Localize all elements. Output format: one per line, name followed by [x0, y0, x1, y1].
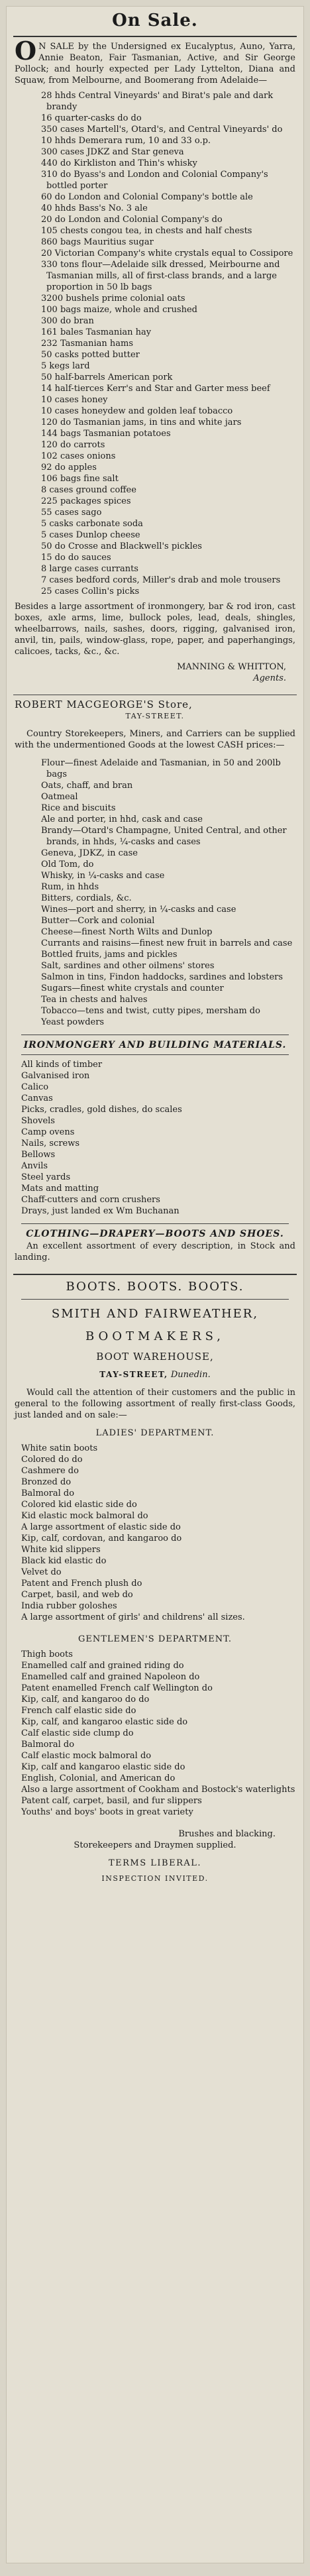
on-sale-item: 350 cases Martell's, Otard's, and Central Vineyards' do	[41, 125, 283, 135]
on-sale-item: 50 half-barrels American pork	[41, 372, 173, 382]
ladies-item: White satin boots	[21, 1443, 98, 1453]
divider	[21, 1223, 289, 1224]
macgeorge-item: Bitters, cordials, &c.	[41, 893, 132, 903]
ladies-item: India rubber goloshes	[21, 1601, 117, 1611]
on-sale-item: 55 cases sago	[41, 508, 102, 518]
on-sale-item: 10 hhds Demerara rum, 10 and 33 o.p.	[41, 136, 211, 146]
ironmongery-item: Mats and matting	[21, 1184, 99, 1194]
on-sale-item: 50 do Crosse and Blackwell's pickles	[41, 541, 202, 551]
ladies-item: Bronzed do	[21, 1477, 72, 1487]
ironmongery-item: Calico	[21, 1082, 49, 1092]
on-sale-item-list	[15, 90, 295, 597]
on-sale-item: 28 hhds Central Vineyards' and Birat's pale and dark brandy	[41, 91, 274, 112]
gents-department-title: GENTLEMEN'S DEPARTMENT.	[78, 1634, 232, 1644]
on-sale-item: 3200 bushels prime colonial oats	[41, 294, 185, 304]
on-sale-item: 860 bags Mauritius sugar	[41, 237, 154, 247]
on-sale-item: 50 casks potted butter	[41, 350, 140, 360]
boots-advertisement	[7, 1279, 303, 1884]
macgeorge-item: Oatmeal	[41, 792, 78, 802]
ironmongery-item: Canvas	[21, 1093, 53, 1103]
on-sale-item: 40 hhds Bass's No. 3 ale	[41, 203, 148, 213]
ladies-item: A large assortment of elastic side do	[21, 1522, 181, 1532]
on-sale-item: 120 do Tasmanian jams, in tins and white jars	[41, 418, 242, 427]
on-sale-item: 5 kegs lard	[41, 361, 90, 371]
ironmongery-item-list	[15, 1059, 295, 1217]
gents-item: Calf elastic side clump do	[21, 1728, 134, 1738]
ironmongery-item: Steel yards	[21, 1172, 71, 1182]
ladies-item: Carpet, basil, and web do	[21, 1590, 133, 1600]
on-sale-item: 102 cases onions	[41, 451, 116, 461]
macgeorge-item: Butter—Cork and colonial	[41, 916, 155, 926]
on-sale-item: 15 do do sauces	[41, 553, 111, 563]
boots-footer-supply: Storekeepers and Draymen supplied.	[74, 1840, 236, 1850]
on-sale-item: 10 cases honeydew and golden leaf tobacco	[41, 406, 233, 416]
signature-role: Agents.	[253, 673, 286, 683]
boots-city: Dunedin.	[170, 1370, 211, 1380]
divider	[13, 36, 297, 37]
divider	[13, 1274, 297, 1275]
gents-item-list	[15, 1649, 295, 1818]
gents-item: Balmoral do	[21, 1740, 75, 1750]
ladies-item: White kid slippers	[21, 1545, 101, 1555]
macgeorge-item: Salmon in tins, Findon haddocks, sardines and lobsters	[41, 972, 284, 982]
macgeorge-item: Bottled fruits, jams and pickles	[41, 950, 178, 960]
on-sale-item: 20 Victorian Company's white crystals equal to Cossipore	[41, 249, 293, 258]
boots-footer-brushes: Brushes and blacking.	[178, 1829, 276, 1839]
on-sale-item: 7 cases bedford cords, Miller's drab and mole trousers	[41, 575, 281, 585]
on-sale-item: 60 do London and Colonial Company's bottle ale	[41, 192, 253, 202]
macgeorge-title: ROBERT MACGEORGE'S Store,	[15, 699, 193, 710]
divider	[21, 1299, 289, 1300]
gents-item: Kip, calf, and kangaroo elastic side do	[21, 1717, 188, 1727]
on-sale-item: 300 cases JDKZ and Star geneva	[41, 147, 184, 157]
gents-item: Thigh boots	[21, 1650, 73, 1659]
macgeorge-item: Whisky, in ¼-casks and case	[41, 871, 165, 881]
on-sale-item: 92 do apples	[41, 463, 97, 473]
ladies-item-list	[15, 1443, 295, 1623]
on-sale-item: 161 bales Tasmanian hay	[41, 327, 152, 337]
macgeorge-item-list	[15, 757, 295, 1028]
macgeorge-item: Salt, sardines and other oilmens' stores	[41, 961, 215, 971]
boots-trade: BOOTMAKERS,	[85, 1329, 225, 1343]
macgeorge-item: Brandy—Otard's Champagne, United Central, and other brands, in hhds, ¼-casks and cases	[41, 826, 287, 847]
gents-item: Kip, calf and kangaroo elastic side do	[21, 1762, 185, 1772]
gents-item: Patent enamelled French calf Wellington do	[21, 1683, 213, 1693]
on-sale-intro-text: N SALE by the Undersigned ex Eucalyptus, Auno, Yarra, Annie Beaton, Fair Tasmanian, Active, and Sir George Pollock; and hourly expected per Lady Lyttelton, Diana and Squaw, from Melbourne, and Boomerang from Adelaide—	[15, 42, 295, 85]
gents-item: English, Colonial, and American do	[21, 1773, 176, 1783]
on-sale-item: 310 do Byass's and London and Colonial Company's bottled porter	[41, 170, 268, 191]
gents-item: Also a large assortment of Cookham and Bostock's waterlights	[21, 1785, 295, 1795]
ironmongery-item: Anvils	[21, 1161, 48, 1171]
gents-item: Enamelled calf and grained riding do	[21, 1661, 184, 1671]
ironmongery-item: All kinds of timber	[21, 1060, 103, 1070]
ladies-item: Kid elastic mock balmoral do	[21, 1511, 148, 1521]
on-sale-closing: Besides a large assortment of ironmongery, bar & rod iron, cast boxes, axle arms, lime, bullock poles, lead, deals, shingles, wheelbarrows, nails, sashes, doors, rigging, galvanised iron, anvil, tin, pails, window-glass, rope, paper, and paperhangings, calicoes, tacks, &c., &c.	[15, 602, 295, 657]
macgeorge-item: Yeast powders	[41, 1017, 105, 1027]
macgeorge-item: Rice and biscuits	[41, 803, 116, 813]
macgeorge-item: Oats, chaff, and bran	[41, 781, 133, 791]
clothing-text: An excellent assortment of every description, in Stock and landing.	[15, 1241, 295, 1262]
on-sale-item: 300 do bran	[41, 316, 94, 326]
macgeorge-advertisement	[7, 699, 303, 1263]
on-sale-item: 232 Tasmanian hams	[41, 339, 134, 349]
on-sale-item: 25 cases Collin's picks	[41, 587, 140, 596]
ironmongery-item: Bellows	[21, 1150, 56, 1160]
on-sale-advertisement	[7, 36, 303, 684]
on-sale-item: 8 cases ground coffee	[41, 485, 136, 495]
ladies-item: Balmoral do	[21, 1488, 75, 1498]
ladies-item: Patent and French plush do	[21, 1579, 142, 1589]
on-sale-item: 225 packages spices	[41, 496, 131, 506]
ladies-item: Colored kid elastic side do	[21, 1500, 137, 1510]
ironmongery-item: Shovels	[21, 1116, 55, 1126]
on-sale-item: 20 do London and Colonial Company's do	[41, 215, 223, 225]
on-sale-item: 5 cases Dunlop cheese	[41, 530, 140, 540]
ladies-item: Black kid elastic do	[21, 1556, 107, 1566]
gents-item: Calf elastic mock balmoral do	[21, 1751, 152, 1761]
ladies-item: Cashmere do	[21, 1466, 79, 1476]
macgeorge-item: Wines—port and sherry, in ¼-casks and case	[41, 905, 236, 915]
macgeorge-item: Old Tom, do	[41, 860, 94, 869]
on-sale-item: 440 do Kirkliston and Thin's whisky	[41, 158, 197, 168]
macgeorge-item: Rum, in hhds	[41, 882, 99, 892]
gents-item: French calf elastic side do	[21, 1706, 136, 1716]
macgeorge-street: TAY-STREET.	[125, 712, 185, 720]
on-sale-item: 5 casks carbonate soda	[41, 519, 143, 529]
ladies-item: Colored do do	[21, 1455, 83, 1465]
ironmongery-item: Picks, cradles, gold dishes, do scales	[21, 1105, 182, 1115]
ironmongery-item: Drays, just landed ex Wm Buchanan	[21, 1206, 180, 1216]
macgeorge-item: Tea in chests and halves	[41, 995, 148, 1005]
signature: MANNING & WHITTON,	[177, 662, 286, 672]
boots-street: TAY-STREET,	[99, 1370, 168, 1379]
on-sale-intro	[15, 36, 295, 86]
ladies-department-title: LADIES' DEPARTMENT.	[95, 1428, 215, 1438]
macgeorge-item: Ale and porter, in hhd, cask and case	[41, 814, 203, 824]
drop-cap: O	[15, 36, 37, 66]
clothing-title: CLOTHING—DRAPERY—BOOTS AND SHOES.	[26, 1229, 284, 1239]
ladies-item: Velvet do	[21, 1567, 62, 1577]
boots-address	[15, 1369, 295, 1380]
on-sale-item: 330 tons flour—Adelaide silk dressed, Meirbourne and Tasmanian mills, all of first-class brands, and a large proportion in 50 lb bags	[41, 260, 280, 292]
on-sale-item: 8 large cases currants	[41, 564, 138, 574]
ironmongery-item: Galvanised iron	[21, 1071, 90, 1081]
gents-item: Kip, calf, and kangaroo do do	[21, 1695, 150, 1705]
newspaper-column	[7, 7, 303, 2563]
ironmongery-item: Chaff-cutters and corn crushers	[21, 1195, 160, 1205]
ladies-item: A large assortment of girls' and childrens' all sizes.	[21, 1612, 245, 1622]
boots-warehouse: BOOT WAREHOUSE,	[96, 1351, 214, 1363]
on-sale-item: 10 cases honey	[41, 395, 108, 405]
divider	[21, 1054, 289, 1055]
ladies-item: Kip, calf, cordovan, and kangaroo do	[21, 1534, 182, 1543]
macgeorge-intro: Country Storekeepers, Miners, and Carriers can be supplied with the undermentioned Goods at the lowest CASH prices:—	[15, 729, 295, 750]
on-sale-item: 120 do carrots	[41, 440, 105, 450]
inspection-invited: INSPECTION INVITED.	[101, 1874, 209, 1883]
boots-banner: BOOTS. BOOTS. BOOTS.	[66, 1280, 244, 1294]
gents-item: Enamelled calf and grained Napoleon do	[21, 1672, 200, 1682]
on-sale-item: 16 quarter-casks do do	[41, 113, 142, 123]
section-header: On Sale.	[112, 11, 198, 30]
on-sale-item: 144 bags Tasmanian potatoes	[41, 429, 171, 439]
macgeorge-item: Tobacco—tens and twist, cutty pipes, mersham do	[41, 1006, 260, 1016]
macgeorge-item: Sugars—finest white crystals and counter	[41, 983, 224, 993]
ironmongery-item: Nails, screws	[21, 1139, 80, 1148]
terms-liberal: TERMS LIBERAL.	[108, 1858, 202, 1868]
ironmongery-title: IRONMONGERY AND BUILDING MATERIALS.	[23, 1040, 287, 1050]
on-sale-item: 100 bags maize, whole and crushed	[41, 305, 197, 315]
boots-intro: Would call the attention of their customers and the public in general to the following assortment of really first-class Goods, just landed and on sale:—	[15, 1388, 295, 1420]
on-sale-item: 106 bags fine salt	[41, 474, 119, 484]
macgeorge-item: Flour—finest Adelaide and Tasmanian, in 50 and 200lb bags	[41, 758, 281, 779]
gents-item: Patent calf, carpet, basil, and fur slippers	[21, 1796, 202, 1806]
macgeorge-item: Cheese—finest North Wilts and Dunlop	[41, 927, 213, 937]
gents-item: Youths' and boys' boots in great variety	[21, 1807, 193, 1817]
macgeorge-item: Currants and raisins—finest new fruit in barrels and case	[41, 938, 293, 948]
ironmongery-item: Camp ovens	[21, 1127, 75, 1137]
macgeorge-item: Geneva, JDKZ, in case	[41, 848, 138, 858]
on-sale-item: 105 chests congou tea, in chests and half chests	[41, 226, 252, 236]
boots-firm: SMITH AND FAIRWEATHER,	[51, 1307, 259, 1321]
on-sale-item: 14 half-tierces Kerr's and Star and Garter mess beef	[41, 384, 270, 394]
